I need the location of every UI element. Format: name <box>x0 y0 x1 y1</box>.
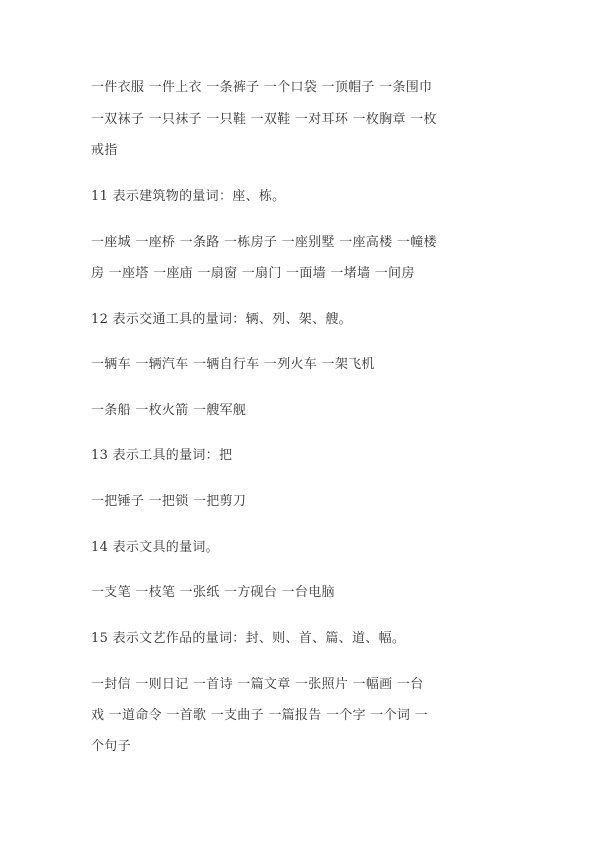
text-line-vehicles-2: 一条船 一枚火箭 一艘军舰 <box>91 403 247 418</box>
text-line-clothing-3: 戒指 <box>91 143 118 158</box>
section-heading-11: 11 表示建筑物的量词：座、栋。 <box>91 189 286 204</box>
text-line-clothing-2: 一双袜子 一只袜子 一只鞋 一双鞋 一对耳环 一枚胸章 一枚 <box>91 112 437 127</box>
section-heading-14: 14 表示文具的量词。 <box>91 540 219 555</box>
text-line-buildings-1: 一座城 一座桥 一条路 一栋房子 一座别墅 一座高楼 一幢楼 <box>91 235 437 250</box>
text-line-clothing-1: 一件衣服 一件上衣 一条裤子 一个口袋 一顶帽子 一条围巾 <box>91 80 433 95</box>
text-line-vehicles-1: 一辆车 一辆汽车 一辆自行车 一列火车 一架飞机 <box>91 357 375 372</box>
section-heading-12: 12 表示交通工具的量词：辆、列、架、艘。 <box>91 312 352 327</box>
section-heading-13: 13 表示工具的量词：把 <box>91 448 233 463</box>
text-line-literary-2: 戏 一道命令 一首歌 一支曲子 一篇报告 一个字 一个词 一 <box>91 708 428 723</box>
text-line-literary-1: 一封信 一则日记 一首诗 一篇文章 一张照片 一幅画 一台 <box>91 677 424 692</box>
text-line-buildings-2: 房 一座塔 一座庙 一扇窗 一扇门 一面墙 一堵墙 一间房 <box>91 266 415 281</box>
text-line-tools: 一把锤子 一把锁 一把剪刀 <box>91 494 247 509</box>
section-heading-15: 15 表示文艺作品的量词：封、则、首、篇、道、幅。 <box>91 631 406 646</box>
text-line-stationery: 一支笔 一枝笔 一张纸 一方砚台 一台电脑 <box>91 585 335 600</box>
text-line-literary-3: 个句子 <box>91 739 131 754</box>
